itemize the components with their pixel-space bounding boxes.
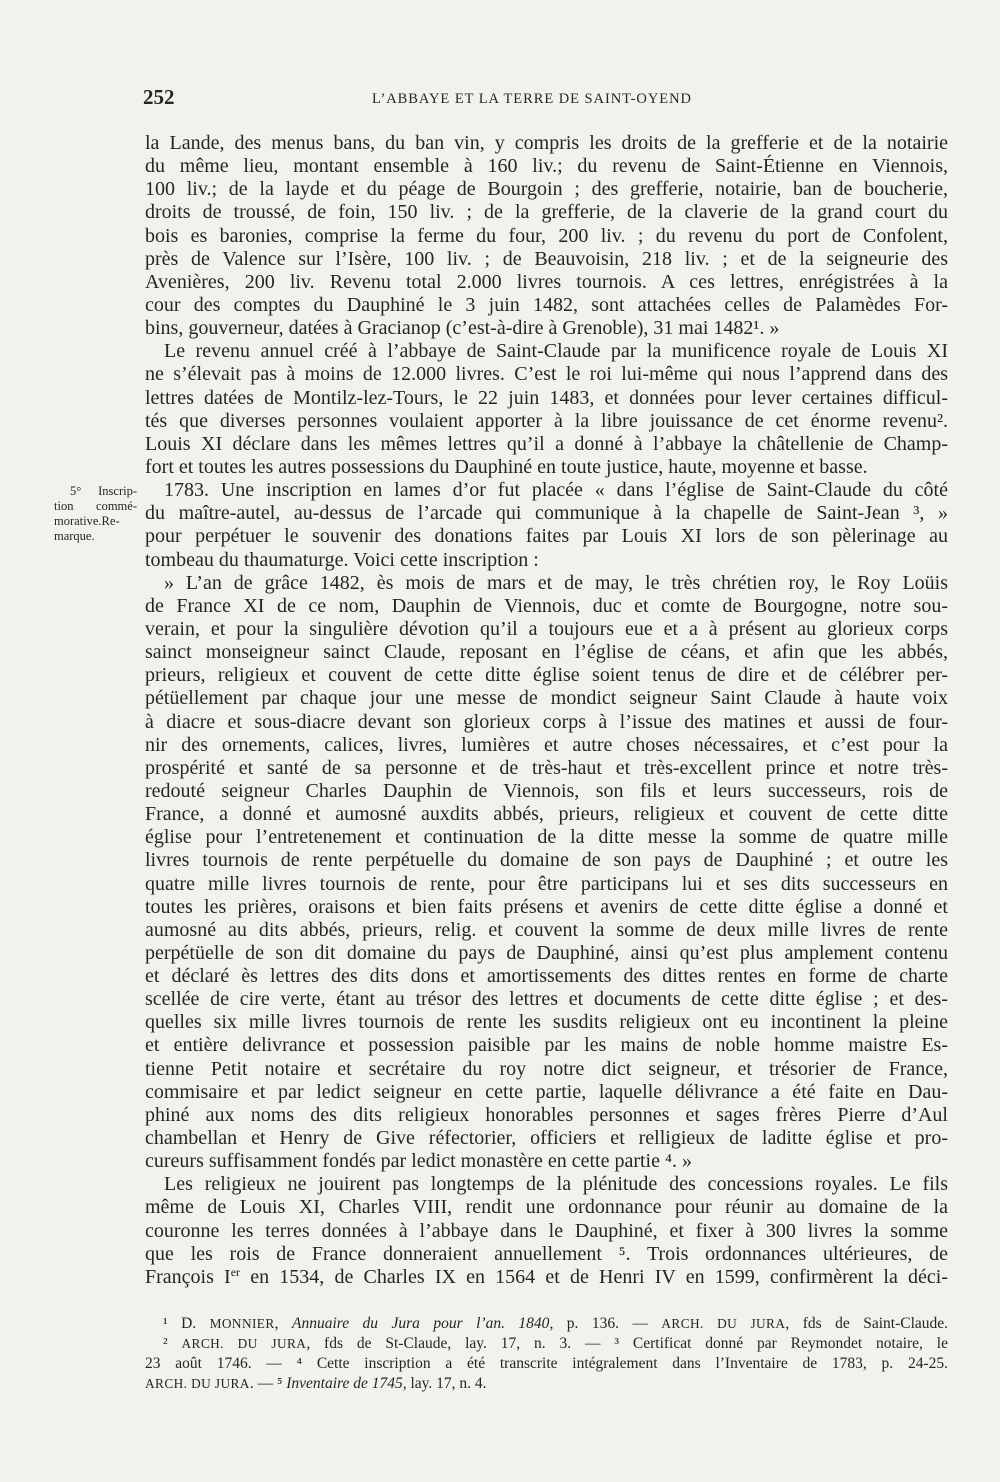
body-text <box>145 132 948 1289</box>
superscript: er <box>230 1264 241 1279</box>
body-line: 1783. Une inscription en lames d’or fut placée « dans l’église de Saint-Claude du côté <box>164 479 948 502</box>
body-line: cour des comptes du Dauphiné le 3 juin 1482, sont attachées celles de Palamèdes For- <box>145 293 948 316</box>
paragraph <box>145 1173 948 1289</box>
body-line: Le revenu annuel créé à l’abbaye de Saint-Claude par la munificence royale de Louis XI <box>164 340 948 363</box>
work-title: Annuaire du Jura pour l’an. 1840 <box>291 1315 550 1332</box>
body-line: 100 liv.; de la layde et du péage de Bourgoin ; des grefferie, notairie, ban de boucherie, <box>145 178 948 201</box>
body-line: fort et toutes les autres possessions du Dauphiné en toute justice, haute, moyenne et basse. <box>145 455 868 478</box>
text-segment: 23 août 1746. — ⁴ Cette inscription a été transcrite intégralement dans l’Inventaire de 1783, p. 24-25. <box>145 1355 948 1372</box>
body-line: la Lande, des menus bans, du ban vin, y compris les droits de la grefferie et de la notairie <box>145 132 948 154</box>
body-line: France, a donné et aumosné auxdits abbés, prieurs, religieux et couvent de cette ditte <box>145 803 948 826</box>
body-line: aumosné au dits abbés, prieurs, relig. et couvent la somme de deux mille livres de rente <box>145 918 948 941</box>
margin-note <box>54 484 137 544</box>
body-line: toutes les prières, oraisons et bien faits présens et avenirs de cette ditte église a donné et <box>145 895 948 918</box>
author-name: MONNIER <box>209 1316 275 1331</box>
paragraph <box>145 132 948 340</box>
body-line: que les rois de France donneraient annuellement ⁵. Trois ordonnances ultérieures, de <box>145 1242 948 1265</box>
body-line: phiné aux noms des dits religieux honorables personnes et sages frères Pierre d’Aul <box>145 1103 948 1126</box>
body-line: sainct monseigneur sainct Claude, reposant en l’église de céans, et afin que les abbés, <box>145 641 948 664</box>
text-segment: , p. 136. — <box>549 1315 662 1332</box>
margin-note-line: morative.Re- <box>54 514 120 528</box>
text-segment: ¹ D. <box>163 1315 210 1332</box>
footnote-line <box>145 1354 948 1374</box>
margin-note-line: 5° Inscrip- <box>70 484 137 498</box>
body-line: du même lieu, montant ensemble à 160 liv.; du revenu de Saint-Étienne en Viennois, <box>145 155 948 178</box>
body-line: couronne les terres données à l’abbaye dans le Dauphiné, et fixer à 300 livres la somme <box>145 1219 948 1242</box>
body-line: du maître-autel, au-dessus de l’arcade qui communique à la chapelle de Saint-Jean ³, » <box>145 502 948 525</box>
text-segment: ² <box>163 1335 182 1352</box>
margin-note-line: marque. <box>54 529 95 543</box>
page-number: 252 <box>143 85 175 109</box>
footnote-line <box>145 1374 948 1394</box>
body-line: » L’an de grâce 1482, ès mois de mars et de may, le très chrétien roy, le Roy Loüis <box>164 571 948 594</box>
body-line <box>145 1266 948 1289</box>
body-line: redouté seigneur Charles Dauphin de Viennois, son fils et leurs successeurs, rois de <box>145 779 948 802</box>
body-line: et déclaré ès lettres des dits dons et amortissements des dittes rentes en forme de charte <box>145 965 948 988</box>
body-line: prospérité et santé de sa personne et de très-haut et très-excellent prince et notre très- <box>145 756 948 779</box>
text-segment: . — ⁵ <box>249 1375 287 1392</box>
body-line: tés que diverses personnes voulaient apporter à la libre jouissance de cet énorme revenu². <box>145 409 948 432</box>
body-line: bins, gouverneur, datées à Gracianop (c’est-à-dire à Grenoble), 31 mai 1482¹. » <box>145 317 780 340</box>
archive-name: ARCH. DU JURA <box>181 1336 307 1351</box>
body-line: prieurs, religieux et couvent de cette ditte église soient tenus de dire et de célébrer per- <box>145 664 948 687</box>
paragraph <box>145 340 948 479</box>
body-line: scellée de cire verte, étant au trésor des lettres et documents de cette ditte église ; et des- <box>145 988 948 1011</box>
body-line: Louis XI déclare dans les mêmes lettres qu’il a donné à l’abbaye la châtellenie de Champ- <box>145 432 948 455</box>
text-segment: , lay. 17, n. 4. <box>402 1375 487 1392</box>
body-line: quelles six mille livres tournois de rente les susdits religieux ont eu incontinent la pleine <box>145 1011 948 1034</box>
body-line: lettres datées de Montilz-lez-Tours, le 22 juin 1483, et données pour lever certaines difficul- <box>145 386 948 409</box>
running-title: L’ABBAYE ET LA TERRE DE SAINT-OYEND <box>372 91 692 107</box>
text-segment: en 1534, de Charles IX en 1564 et de Henri IV en 1599, confirmèrent la déci- <box>240 1265 948 1288</box>
body-line: de France XI de ce nom, Dauphin de Viennois, duc et comte de Bourgogne, notre sou- <box>145 594 948 617</box>
body-line: livres tournois de rente perpétuelle du domaine de son pays de Dauphiné ; et outre les <box>145 849 948 872</box>
body-line: pour perpétuer le souvenir des donations faites par Louis XI lors de son pèlerinage au <box>145 525 948 548</box>
archive-name: ARCH. DU JURA <box>661 1316 786 1331</box>
footnotes <box>145 1314 948 1394</box>
paragraph <box>145 572 948 1174</box>
body-line: ne s’élevait pas à moins de 12.000 livres. C’est le roi lui-même qui nous l’apprend dans des <box>145 363 948 386</box>
body-line: cureurs suffisamment fondés par ledict monastère en cette partie ⁴. » <box>145 1150 692 1173</box>
text-segment: François I <box>145 1265 231 1288</box>
body-line: même de Louis XI, Charles VIII, rendit une ordonnance pour réunir au domaine de la <box>145 1196 948 1219</box>
body-line: tienne Petit notaire et secrétaire du roy notre dict seigneur, et trésorier de France, <box>145 1057 948 1080</box>
body-line: chambellan et Henry de Give réfectorier, officiers et relligieux de laditte église et pro- <box>145 1127 948 1150</box>
body-line: et entière delivrance et possession paisible par les mains de noble homme maistre Es- <box>145 1034 948 1057</box>
text-segment: , fds de Saint-Claude. <box>785 1315 949 1332</box>
body-line: quatre mille livres tournois de rente, pour être participans lui et ses dits successeurs en <box>145 872 948 895</box>
body-line: nir des ornements, calices, livres, lumières et autre choses nécessaires, et c’est pour la <box>145 733 948 756</box>
body-line: à diacre et sous-diacre devant son glorieux corps à l’issue des matines et aussi de four- <box>145 710 948 733</box>
body-line: droits de troussé, de foin, 150 liv. ; de la grefferie, de la claverie de la grand court du <box>145 201 948 224</box>
body-line: pétüellement par chaque jour une messe de mondict seigneur Saint Claude à haute voix <box>145 687 948 710</box>
work-title: Inventaire de 1745 <box>286 1375 403 1392</box>
body-line: bois es baronies, comprise la ferme du four, 200 liv. ; du revenu du port de Confolent, <box>145 224 948 247</box>
text-segment: , <box>274 1315 292 1332</box>
body-line: près de Valence sur l’Isère, 100 liv. ; de Beauvoisin, 218 liv. ; et de la seigneurie des <box>145 247 948 270</box>
body-line: verain, et pour la singulière dévotion qu’il a toujours eue et a à présent au glorieux corps <box>145 617 948 640</box>
body-line: Avenières, 200 liv. Revenu total 2.000 livres tournois. A ces lettres, enrégistrées à la <box>145 270 948 293</box>
body-line: commisaire et par ledict seigneur en cette partie, laquelle délivrance a été faite en Dau- <box>145 1080 948 1103</box>
body-line: Les religieux ne jouirent pas longtemps de la plénitude des concessions royales. Le fils <box>164 1173 948 1196</box>
margin-note-line: tion commé- <box>54 499 137 513</box>
footnote-line <box>145 1314 948 1334</box>
text-segment: , fds de St-Claude, lay. 17, n. 3. — ³ Certificat donné par Reymondet notaire, le <box>306 1335 948 1352</box>
body-line: perpétüelle de son dit domaine du pays de Dauphiné, ainsi qu’est plus amplement contenu <box>145 941 948 964</box>
paragraph <box>145 479 948 572</box>
body-line: tombeau du thaumaturge. Voici cette inscription : <box>145 548 539 571</box>
body-line: église pour l’entretenement et continuation de la ditte messe la somme de quatre mille <box>145 826 948 849</box>
footnote-line <box>145 1334 948 1354</box>
archive-name: ARCH. DU JURA <box>145 1376 250 1391</box>
